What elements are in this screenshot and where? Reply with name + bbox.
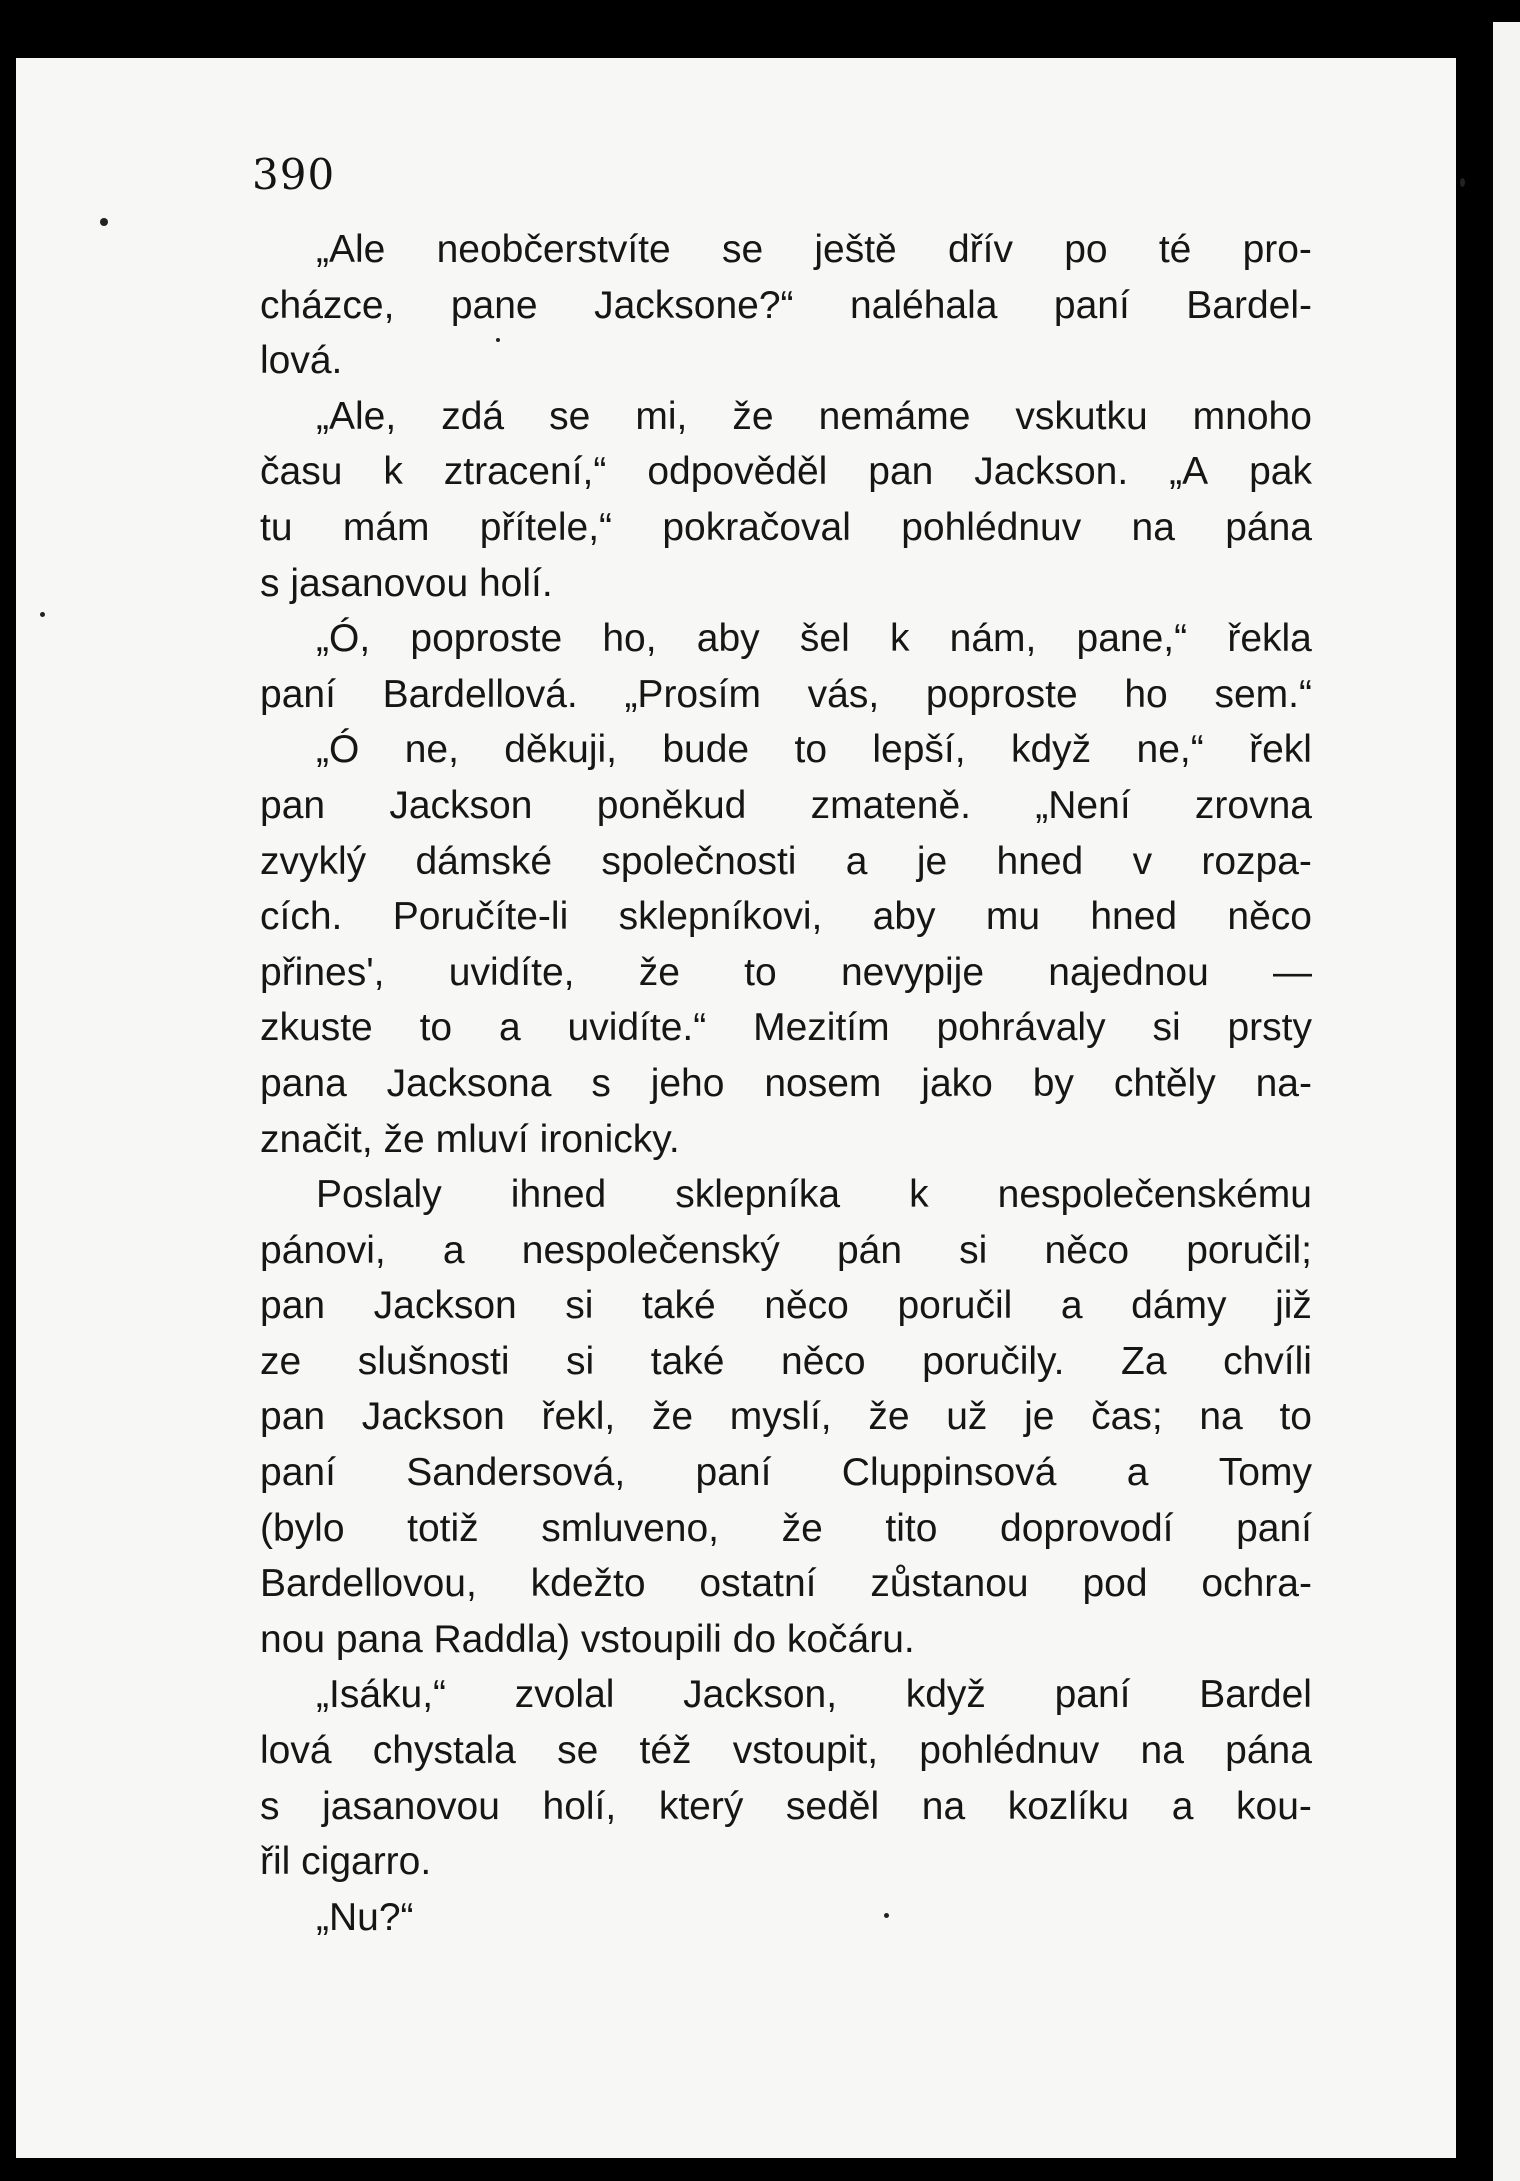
- text-line: „Nu?“: [316, 1895, 414, 1939]
- text-line: řil cigarro.: [260, 1840, 432, 1884]
- body-text: [260, 222, 1312, 1945]
- text-line: značit, že mluví ironicky.: [260, 1117, 680, 1161]
- text-line: času k ztracení,“ odpověděl pan Jackson. „A pak: [260, 450, 1312, 494]
- text-line: „Ó, poproste ho, aby šel k nám, pane,“ řekla: [316, 617, 1312, 661]
- text-line: cích. Poručíte-li sklepníkovi, aby mu hned něco: [260, 895, 1312, 939]
- text-line: „Ale, zdá se mi, že nemáme vskutku mnoho: [316, 394, 1312, 438]
- text-line: zkuste to a uvidíte.“ Mezitím pohrávaly si prsty: [260, 1006, 1312, 1050]
- text-line: lová chystala se též vstoupit, pohlédnuv na pána: [260, 1729, 1312, 1773]
- text-line: pan Jackson řekl, že myslí, že už je čas; na to: [260, 1395, 1312, 1439]
- print-speck: [40, 612, 45, 617]
- print-speck: [1460, 178, 1465, 187]
- text-line: nou pana Raddla) vstoupili do kočáru.: [260, 1617, 915, 1661]
- text-line: (bylo totiž smluveno, že tito doprovodí paní: [260, 1506, 1312, 1550]
- text-line: pan Jackson poněkud zmateně. „Není zrovna: [260, 783, 1312, 827]
- text-line: „Isáku,“ zvolal Jackson, když paní Bardel: [316, 1673, 1312, 1717]
- text-line: tu mám přítele,“ pokračoval pohlédnuv na pána: [260, 505, 1312, 549]
- text-line: pánovi, a nespolečenský pán si něco poručil;: [260, 1228, 1312, 1272]
- adjacent-page-edge: [1493, 22, 1520, 2181]
- text-line: s jasanovou holí, který seděl na kozlíku a kou-: [260, 1784, 1312, 1828]
- text-line: pana Jacksona s jeho nosem jako by chtěly na-: [260, 1061, 1312, 1105]
- page-number: 390: [252, 150, 336, 199]
- text-line: zvyklý dámské společnosti a je hned v rozpa-: [260, 839, 1312, 883]
- text-line: pan Jackson si také něco poručil a dámy již: [260, 1284, 1312, 1328]
- text-line: s jasanovou holí.: [260, 561, 553, 605]
- text-line: ze slušnosti si také něco poručily. Za chvíli: [260, 1339, 1312, 1383]
- text-line: Poslaly ihned sklepníka k nespolečenskému: [316, 1173, 1312, 1217]
- text-line: přines', uvidíte, že to nevypije najednou —: [260, 950, 1312, 994]
- text-line: lová.: [260, 339, 343, 383]
- text-line: paní Sandersová, paní Cluppinsová a Tomy: [260, 1451, 1312, 1495]
- text-line: „Ale neobčerstvíte se ještě dřív po té pro-: [316, 228, 1312, 271]
- text-line: „Ó ne, děkuji, bude to lepší, když ne,“ řekl: [316, 728, 1312, 772]
- text-line: cházce, pane Jacksone?“ naléhala paní Bardel-: [260, 283, 1312, 327]
- print-speck: [100, 218, 108, 226]
- text-line: paní Bardellová. „Prosím vás, poproste ho sem.“: [260, 672, 1312, 716]
- text-line: Bardellovou, kdežto ostatní zůstanou pod ochra-: [260, 1562, 1312, 1606]
